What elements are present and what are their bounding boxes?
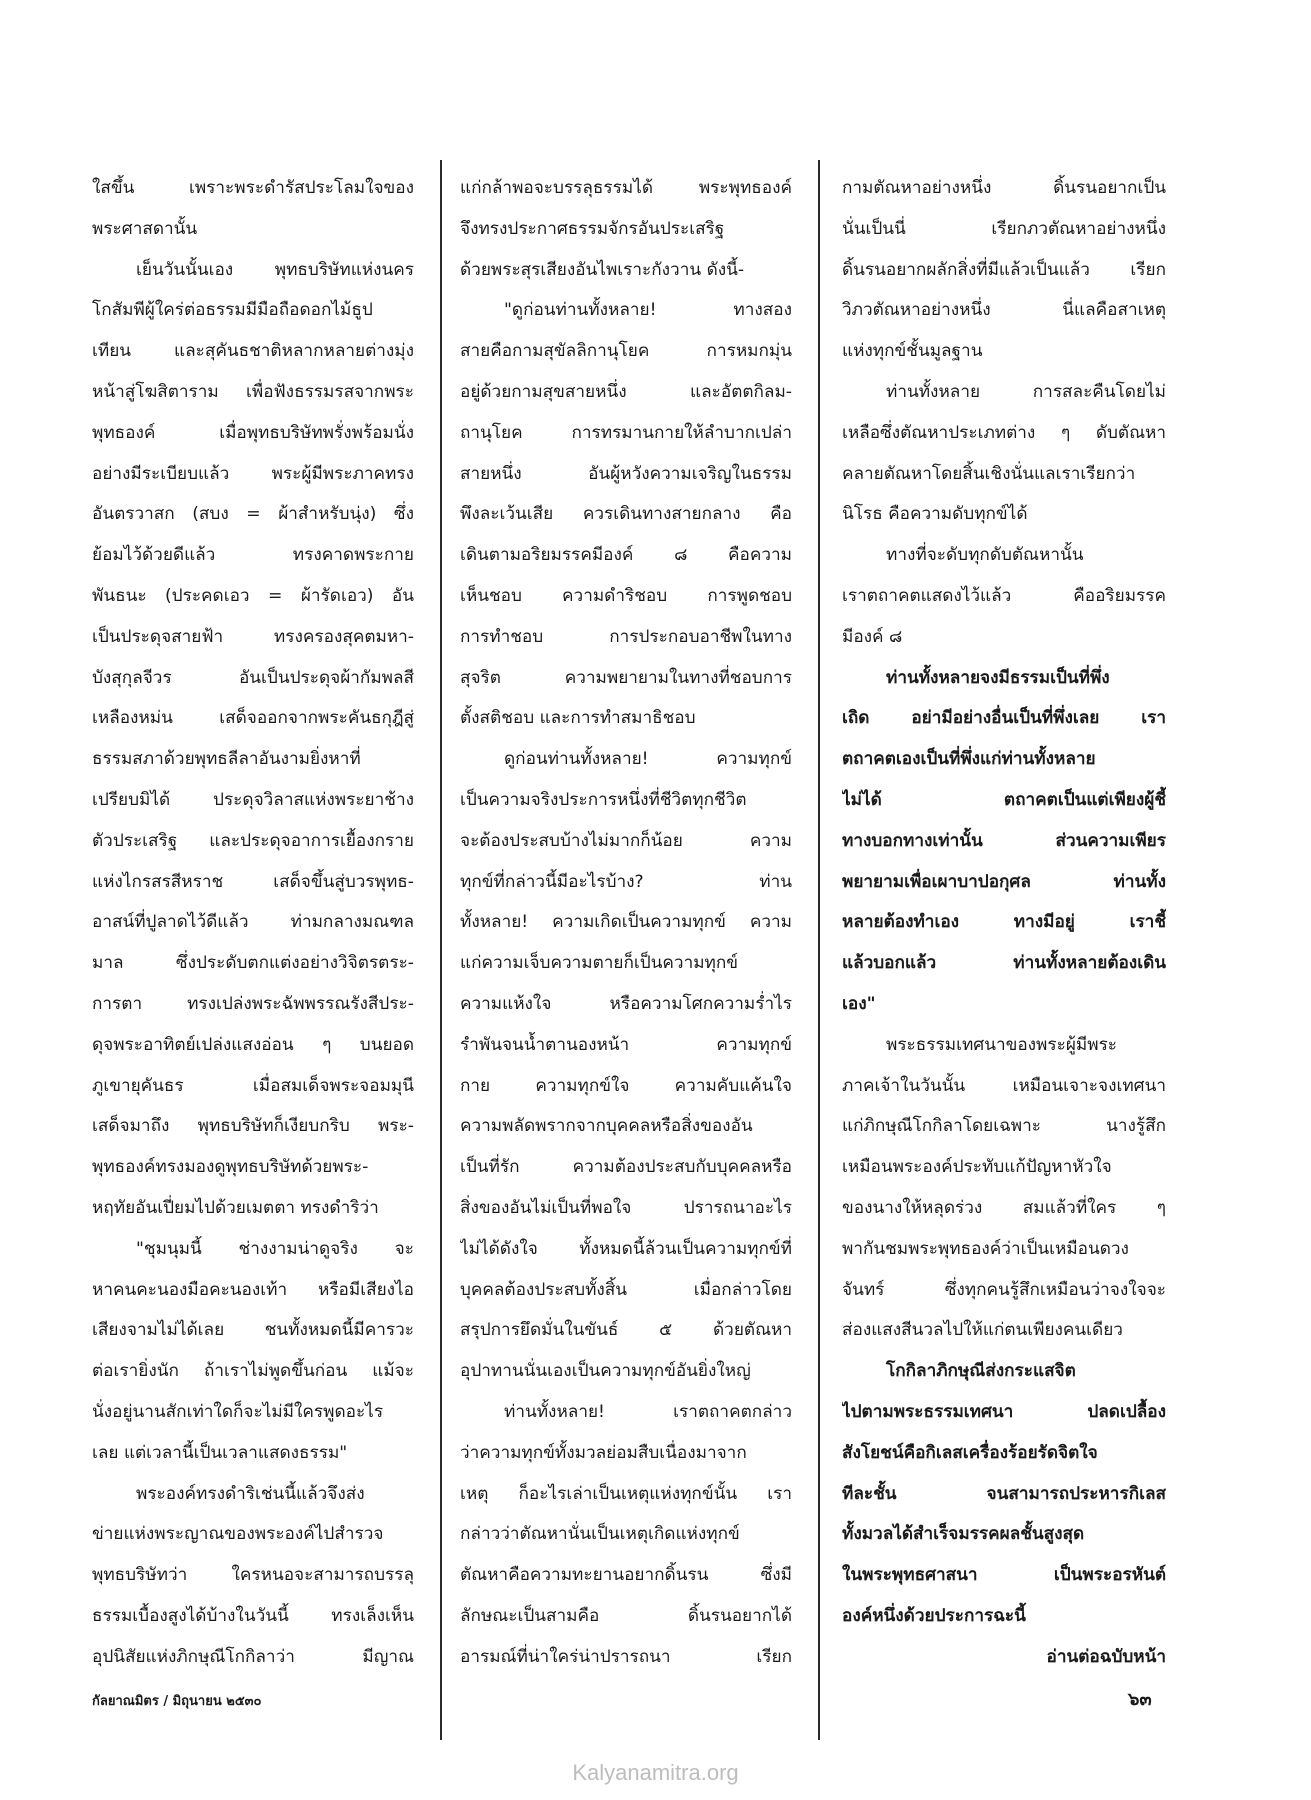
text-line: อ่านต่อฉบับหน้า — [1046, 1646, 1166, 1667]
text-line: โกกิลาภิกษุณีส่งกระแสจิต — [886, 1361, 1076, 1382]
text-line: หน้าสู่โฆสิตาราม เพื่อฟังธรรมรสจากพระ — [92, 381, 414, 402]
text-line: เปรียบมิได้ ประดุจวิลาสแห่งพระยาช้าง — [92, 789, 414, 810]
text-line: เห็นชอบ ความดำริชอบ การพูดชอบ — [460, 585, 792, 606]
text-line: อุปาทานนั่นเองเป็นความทุกข์อันยิ่งใหญ่ — [460, 1361, 751, 1382]
text-line: สิ่งของอันไม่เป็นที่พอใจ ปรารถนาอะไร — [460, 1197, 792, 1218]
text-line: ไม่ได้ดังใจ ทั้งหมดนี้ล้วนเป็นความทุกข์ที่ — [460, 1238, 792, 1259]
text-line: ธรรมเบื้องสูงได้บ้างในวันนี้ ทรงเล็งเห็น — [92, 1605, 414, 1626]
text-column-3 — [842, 168, 1166, 1677]
text-line: สรุปการยึดมั่นในขันธ์ ๕ ด้วยตัณหา — [460, 1320, 792, 1341]
text-line: "ชุมนุมนี้ ช่างงามน่าดูจริง จะ — [136, 1238, 414, 1259]
text-line: ตัณหาคือความทะยานอยากดิ้นรน ซึ่งมี — [460, 1565, 792, 1586]
text-line: กล่าวว่าตัณหานั่นเป็นเหตุเกิดแห่งทุกข์ — [460, 1524, 740, 1545]
text-line: พยายามเพื่อเผาบาปอกุศล ท่านทั้ง — [842, 871, 1166, 892]
text-line: จันทร์ ซึ่งทุกคนรู้สึกเหมือนว่าจงใจจะ — [842, 1279, 1166, 1300]
text-line: ตัวประเสริฐ และประดุจอาการเยื้องกราย — [92, 830, 414, 851]
text-line: แห่งไกรสรสีหราช เสด็จขึ้นสู่บวรพุทธ- — [92, 871, 414, 892]
text-line: ภาคเจ้าในวันนั้น เหมือนเจาะจงเทศนา — [842, 1075, 1166, 1096]
text-line: ทีละชั้น จนสามารถประหารกิเลส — [842, 1483, 1166, 1504]
text-line: สังโยชน์คือกิเลสเครื่องร้อยรัดจิตใจ — [842, 1442, 1098, 1463]
text-line: บุคคลต้องประสบทั้งสิ้น เมื่อกล่าวโดย — [460, 1279, 792, 1300]
text-line: ทางที่จะดับทุกดับตัณหานั้น — [886, 545, 1084, 566]
text-line: หาคนคะนองมือคะนองเท้า หรือมีเสียงไอ — [92, 1279, 414, 1300]
watermark: Kalyanamitra.org — [572, 1760, 739, 1785]
text-line: ท่านทั้งหลาย! เราตถาคตกล่าว — [504, 1401, 792, 1422]
text-line: การตา ทรงเปล่งพระฉัพพรรณรังสีประ- — [92, 993, 414, 1014]
text-line: ทางบอกทางเท่านั้น ส่วนความเพียร — [842, 830, 1166, 851]
text-line: พุทธองค์ทรงมองดูพุทธบริษัทด้วยพระ- — [92, 1157, 369, 1178]
text-line: เสียงจามไม่ได้เลย ชนทั้งหมดนี้มีคารวะ — [92, 1320, 414, 1341]
text-line: เสด็จมาถึง พุทธบริษัทก็เงียบกริบ พระ- — [92, 1116, 414, 1137]
page-number: ๖๓ — [1128, 1689, 1152, 1710]
text-line: ดูก่อนท่านทั้งหลาย! ความทุกข์ — [504, 749, 792, 770]
text-line: มีองค์ ๘ — [842, 626, 903, 647]
text-line: ท่านทั้งหลายจงมีธรรมเป็นที่พึ่ง — [886, 667, 1110, 688]
text-line: การทำชอบ การประกอบอาชีพในทาง — [460, 626, 792, 647]
text-line: มาล ซึ่งประดับตกแต่งอย่างวิจิตรตระ- — [92, 953, 414, 974]
text-line: นิโรธ คือความดับทุกข์ได้ — [842, 504, 1028, 525]
publication-footer: กัลยาณมิตร / มิถุนายน ๒๕๓๐ — [92, 1694, 262, 1709]
text-line: จึงทรงประกาศธรรมจักรอันประเสริฐ — [460, 218, 725, 239]
text-line: สุจริต ความพยายามในทางที่ชอบการ — [460, 667, 792, 688]
text-line: พระองค์ทรงดำริเช่นนี้แล้วจึงส่ง — [136, 1483, 365, 1504]
text-line: เหลือซึ่งตัณหาประเภทต่าง ๆ ดับตัณหา — [842, 422, 1166, 443]
column-divider-2 — [818, 160, 820, 1740]
text-line: แก่ความเจ็บความตายก็เป็นความทุกข์ — [460, 953, 739, 974]
text-line: กาย ความทุกข์ใจ ความคับแค้นใจ — [460, 1075, 792, 1096]
text-line: ไม่ได้ ตถาคตเป็นแต่เพียงผู้ชี้ — [842, 789, 1166, 810]
text-line: ต่อเรายิ่งนัก ถ้าเราไม่พูดขึ้นก่อน แม้จะ — [92, 1361, 414, 1382]
text-line: เป็นที่รัก ความต้องประสบกับบุคคลหรือ — [460, 1157, 792, 1178]
text-line: บังสุกุลจีวร อันเป็นประดุจผ้ากัมพลสี — [92, 667, 414, 688]
text-column-1 — [92, 168, 414, 1677]
text-line: เราตถาคตแสดงไว้แล้ว คืออริยมรรค — [842, 585, 1166, 606]
text-line: แล้วบอกแล้ว ท่านทั้งหลายต้องเดิน — [842, 953, 1166, 974]
text-line: รำพันจนน้ำตานองหน้า ความทุกข์ — [460, 1034, 792, 1055]
text-line: ใสขึ้น เพราะพระดำรัสประโลมใจของ — [92, 178, 414, 198]
text-line: อารมณ์ที่น่าใคร่น่าปรารถนา เรียก — [460, 1646, 792, 1667]
text-line: หลายต้องทำเอง ทางมีอยู่ เราชี้ — [842, 912, 1166, 933]
text-line: ทั้งหลาย! ความเกิดเป็นความทุกข์ ความ — [460, 912, 792, 933]
text-line: แห่งทุกข์ชั้นมูลฐาน — [842, 341, 983, 362]
text-line: เป็นความจริงประการหนึ่งที่ชีวิตทุกชีวิต — [460, 789, 747, 810]
text-line: "ดูก่อนท่านทั้งหลาย! ทางสอง — [504, 300, 792, 321]
text-line: ดุจพระอาทิตย์เปล่งแสงอ่อน ๆ บนยอด — [92, 1034, 414, 1055]
text-line: สายหนึ่ง อันผู้หวังความเจริญในธรรม — [460, 463, 792, 484]
text-line: ของนางให้หลุดร่วง สมแล้วที่ใคร ๆ — [842, 1197, 1166, 1218]
text-line: เดินตามอริยมรรคมีองค์ ๘ คือความ — [460, 545, 792, 566]
text-line: เหมือนพระองค์ประทับแก้ปัญหาหัวใจ — [842, 1157, 1112, 1178]
text-line: องค์หนึ่งด้วยประการฉะนี้ — [842, 1605, 1026, 1626]
text-line: ธรรมสภาด้วยพุทธลีลาอันงามยิ่งหาที่ — [92, 749, 361, 770]
text-line: อย่างมีระเบียบแล้ว พระผู้มีพระภาคทรง — [92, 463, 414, 484]
text-line: พระศาสดานั้น — [92, 218, 198, 239]
text-line: แก่กล้าพอจะบรรลุธรรมได้ พระพุทธองค์ — [460, 178, 792, 198]
text-line: เลย แต่เวลานี้เป็นเวลาแสดงธรรม" — [92, 1442, 348, 1463]
text-line: อาสน์ที่ปูลาดไว้ดีแล้ว ท่ามกลางมณฑล — [92, 912, 414, 933]
text-line: อยู่ด้วยกามสุขสายหนึ่ง และอัตตกิลม- — [460, 381, 792, 402]
text-line: เหตุ ก็อะไรเล่าเป็นเหตุแห่งทุกข์นั้น เรา — [460, 1483, 792, 1504]
text-line: ว่าความทุกข์ทั้งมวลย่อมสืบเนื่องมาจาก — [460, 1442, 747, 1463]
text-line: ทุกข์ที่กล่าวนี้มีอะไรบ้าง? ท่าน — [460, 871, 792, 892]
text-line: พากันชมพระพุทธองค์ว่าเป็นเหมือนดวง — [842, 1238, 1129, 1259]
text-line: ภูเขายุคันธร เมื่อสมเด็จพระจอมมุนี — [92, 1075, 414, 1096]
text-line: เอง" — [842, 993, 876, 1014]
text-line: แก่ภิกษุณีโกกิลาโดยเฉพาะ นางรู้สึก — [842, 1116, 1166, 1137]
text-line: กามตัณหาอย่างหนึ่ง ดิ้นรนอยากเป็น — [842, 178, 1166, 198]
text-line: พุทธบริษัทว่า ใครหนอจะสามารถบรรลุ — [92, 1565, 414, 1586]
text-line: อันตรวาสก (สบง = ผ้าสำหรับนุ่ง) ซึ่ง — [92, 504, 414, 525]
text-line: จะต้องประสบบ้างไม่มากก็น้อย ความ — [460, 830, 792, 851]
text-line: ข่ายแห่งพระญาณของพระองค์ไปสำรวจ — [92, 1524, 384, 1545]
text-line: ถานุโยค การทรมานกายให้ลำบากเปล่า — [460, 422, 792, 443]
text-line: เย็นวันนั้นเอง พุทธบริษัทแห่งนคร — [136, 259, 414, 280]
text-line: ดิ้นรนอยากผลักสิ่งที่มีแล้วเป็นแล้ว เรียก — [842, 259, 1166, 280]
text-line: พึงละเว้นเสีย ควรเดินทางสายกลาง คือ — [460, 504, 792, 525]
text-line: ความพลัดพรากจากบุคคลหรือสิ่งของอัน — [460, 1116, 753, 1137]
text-line: หฤทัยอันเปี่ยมไปด้วยเมตตา ทรงดำริว่า — [92, 1197, 379, 1218]
text-line: ท่านทั้งหลาย การสละคืนโดยไม่ — [886, 381, 1166, 402]
text-line: เทียน และสุคันธชาติหลากหลายต่างมุ่ง — [92, 341, 414, 362]
text-line: ส่องแสงสีนวลไปให้แก่ตนเพียงคนเดียว — [842, 1320, 1123, 1341]
text-column-2 — [460, 168, 792, 1677]
text-line: พันธนะ (ประคดเอว = ผ้ารัดเอว) อัน — [92, 585, 414, 606]
text-line: ไปตามพระธรรมเทศนา ปลดเปลื้อง — [842, 1401, 1166, 1422]
text-line: คลายตัณหาโดยสิ้นเชิงนั่นแลเราเรียกว่า — [842, 463, 1136, 484]
text-line: ลักษณะเป็นสามคือ ดิ้นรนอยากได้ — [460, 1605, 792, 1626]
text-line: ความแห้งใจ หรือความโศกความร่ำไร — [460, 993, 792, 1014]
text-line: วิภวตัณหาอย่างหนึ่ง นี่แลคือสาเหตุ — [842, 300, 1166, 321]
text-line: นั่งอยู่นานสักเท่าใดก็จะไม่มีใครพูดอะไร — [92, 1401, 384, 1422]
text-line: ด้วยพระสุรเสียงอันไพเราะกังวาน ดังนี้- — [460, 259, 745, 280]
text-line: เป็นประดุจสายฟ้า ทรงครองสุคตมหา- — [92, 626, 414, 647]
text-line: พุทธองค์ เมื่อพุทธบริษัทพรั่งพร้อมนั่ง — [92, 422, 414, 443]
text-line: ตั้งสติชอบ และการทำสมาธิชอบ — [460, 708, 696, 729]
text-line: ในพระพุทธศาสนา เป็นพระอรหันต์ — [842, 1565, 1166, 1586]
text-line: สายคือกามสุขัลลิกานุโยค การหมกมุ่น — [460, 341, 792, 362]
text-line: โกสัมพีผู้ใคร่ต่อธรรมมีมือถือดอกไม้ธูป — [92, 300, 373, 321]
text-line: เถิด อย่ามีอย่างอื่นเป็นที่พึ่งเลย เรา — [842, 708, 1166, 729]
column-divider-1 — [440, 160, 442, 1740]
text-line: ทั้งมวลได้สำเร็จมรรคผลชั้นสูงสุด — [842, 1524, 1085, 1545]
text-line: นั่นเป็นนี่ เรียกภวตัณหาอย่างหนึ่ง — [842, 218, 1166, 239]
text-line: ย้อมไว้ด้วยดีแล้ว ทรงคาดพระกาย — [92, 545, 414, 566]
text-line: ตถาคตเองเป็นที่พึ่งแก่ท่านทั้งหลาย — [842, 749, 1096, 770]
text-line: พระธรรมเทศนาของพระผู้มีพระ — [886, 1034, 1118, 1055]
text-line: เหลืองหม่น เสด็จออกจากพระคันธกุฎีสู่ — [92, 708, 414, 729]
text-line: อุปนิสัยแห่งภิกษุณีโกกิลาว่า มีญาณ — [92, 1646, 414, 1667]
